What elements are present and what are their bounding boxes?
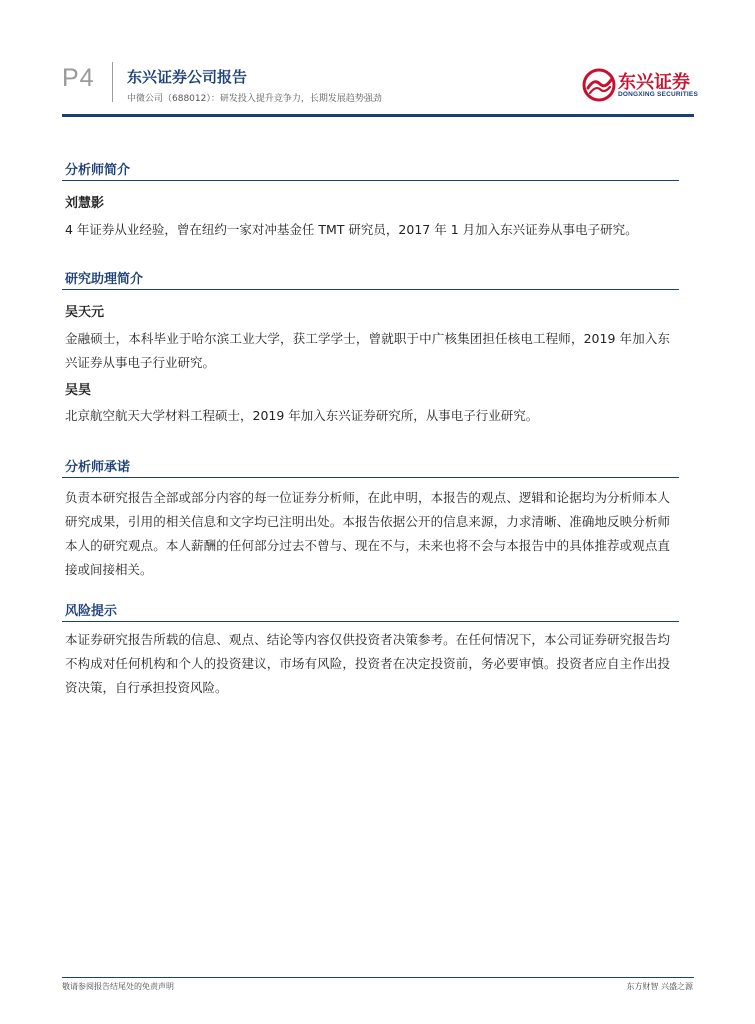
report-subtitle: 中微公司（688012）：研发投入提升竞争力，长期发展趋势强劲 xyxy=(127,94,382,104)
section-rule xyxy=(62,621,679,622)
logo-name-en: DONGXING SECURITIES xyxy=(618,91,699,98)
section-rule xyxy=(62,289,679,290)
page-number: P4 xyxy=(62,64,95,92)
analyst-name: 刘慧影 xyxy=(65,196,105,211)
section-heading-risk-warning: 风险提示 xyxy=(65,604,118,619)
footer-slogan: 东方财智 兴盛之源 xyxy=(626,982,693,991)
section-rule xyxy=(62,180,679,181)
assistant-bio-2: 北京航空航天大学材料工程硕士，2019 年加入东兴证券研究所，从事电子行业研究。 xyxy=(65,408,539,423)
section-rule xyxy=(62,477,679,478)
company-logo xyxy=(582,68,699,102)
header-divider xyxy=(112,62,113,102)
dongxing-logo-icon xyxy=(582,68,616,102)
section-heading-analyst-intro: 分析师简介 xyxy=(65,163,131,178)
risk-warning-text: 本证券研究报告所载的信息、观点、结论等内容仅供投资者决策参考。在任何情况下，本公司证券研究报告均不构成对任何机构和个人的投资建议，市场有风险，投资者在决定投资前，务必要审慎。投资者应自主作出投资决策，自行承担投资风险。 xyxy=(65,632,670,695)
analyst-bio: 4 年证券从业经验，曾在纽约一家对冲基金任 TMT 研究员，2017 年 1 月加入东兴证券从事电子研究。 xyxy=(65,222,638,237)
assistant-name-2: 吴昊 xyxy=(65,383,92,398)
section-heading-analyst-commitment: 分析师承诺 xyxy=(65,460,131,475)
assistant-bio-1: 金融硕士，本科毕业于哈尔滨工业大学，获工学学士，曾就职于中广核集团担任核电工程师，2019 年加入东兴证券从事电子行业研究。 xyxy=(65,331,670,370)
footer-rule xyxy=(62,977,694,978)
report-title: 东兴证券公司报告 xyxy=(127,68,248,86)
commitment-text: 负责本研究报告全部或部分内容的每一位证券分析师，在此申明，本报告的观点、逻辑和论据均为分析师本人研究成果，引用的相关信息和文字均已注明出处。本报告依据公开的信息来源，力求清晰、准确地反映分析师本人的研究观点。本人薪酬的任何部分过去不曾与、现在不与，未来也将不会与本报告中的具体推荐或观点直接或间接相关。 xyxy=(65,490,670,577)
footer-disclaimer-note: 敬请参阅报告结尾处的免责声明 xyxy=(62,982,174,991)
assistant-name-1: 吴天元 xyxy=(65,305,105,320)
logo-name-cn: 东兴证券 xyxy=(618,72,690,93)
header-rule xyxy=(62,114,694,117)
section-heading-assistant-intro: 研究助理简介 xyxy=(65,272,144,287)
